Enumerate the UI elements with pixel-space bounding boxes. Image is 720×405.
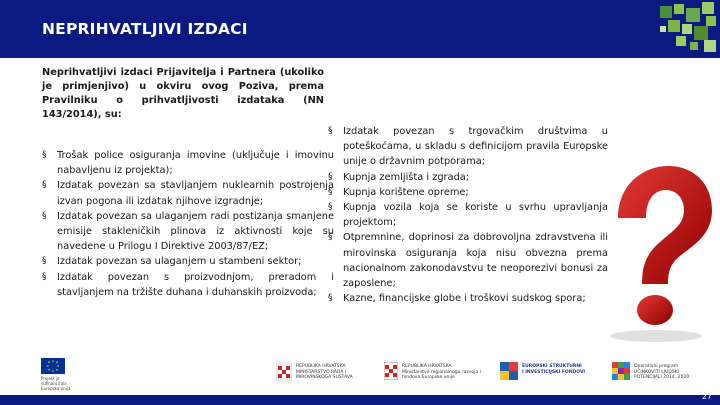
operational-programme-icon	[612, 362, 630, 380]
list-item: § Kupnja zemljišta i zgrada;	[328, 170, 608, 185]
esi-funds-icon	[500, 362, 518, 380]
decorative-squares-icon	[600, 0, 720, 58]
croatian-coat-of-arms-icon	[276, 362, 292, 382]
list-item: § Kupnja vozila koja se koriste u svrhu upravljanja projektom;	[328, 200, 608, 230]
logo-line: EUROPSKI STRUKTURNI	[522, 364, 582, 369]
footer-strip	[0, 395, 720, 405]
list-item: § Izdatak povezan sa ulaganjem u stambeni sektor;	[42, 254, 334, 269]
slide-title: NEPRIHVATLJIVI IZDACI	[42, 20, 248, 38]
list-item: § Izdatak povezan s proizvodnjom, preradom i stavljanjem na tržište duhana i duhanskih proizvoda;	[42, 270, 334, 300]
logo-line: REPUBLIKA HRVATSKA	[402, 364, 452, 369]
eu-flag-icon	[41, 358, 65, 374]
croatian-coat-of-arms-icon	[384, 362, 398, 380]
ministarstvo-regionalnog-razvoja-logo	[384, 356, 484, 390]
logo-line: REPUBLIKA HRVATSKA	[296, 364, 346, 369]
left-bullet-list	[42, 148, 334, 300]
logo-line: UČINKOVITI LJUDSKI POTENCIJALI 2014.-2020.	[634, 369, 691, 380]
list-item: § Izdatak povezan sa ulaganjem radi postizanja smanjene emisije stakleničkih plinova iz aktivnosti koje su navedene u Prilogu I Direktive 2003/87/EZ;	[42, 209, 334, 255]
footer-logos	[0, 348, 720, 405]
list-item: § Izdatak povezan sa stavljanjem nuklearnih postrojenja izvan pogona ili izdatak njihove izgradnje;	[42, 178, 334, 208]
esi-fondovi-logo	[500, 356, 595, 390]
intro-paragraph: Neprihvatljivi izdaci Prijavitelja i Partnera (ukoliko je primjenjivo) u okviru ovog Poziva, prema Pravilniku o prihvatljivosti izdataka (NN 143/2014), su:	[42, 67, 324, 120]
list-item: § Kazne, financijske globe i troškovi sudskog spora;	[328, 291, 608, 306]
list-item: § Kupnja korištene opreme;	[328, 185, 608, 200]
logo-line: Operativni program	[634, 364, 679, 369]
logo-line: Ministarstvo regionalnoga razvoja i fondova Europske unije	[402, 369, 481, 380]
ministarstvo-rada-logo	[276, 356, 368, 390]
logo-line: MINISTARSTVO RADA I MIROVINSKOGA SUSTAVA	[296, 369, 353, 380]
list-item: § Trošak police osiguranja imovine (uključuje i imovinu nabavljenu iz projekta);	[42, 148, 334, 178]
list-item: § Otpremnine, doprinosi za dobrovoljna zdravstvena ili mirovinska osiguranja koja nisu obvezna prema nacionalnom zakonodavstvu te neoporezivi bonusi za zaposlene;	[328, 230, 608, 291]
eu-caption: Projekt je sufinancirala Europska unija	[41, 376, 71, 391]
question-mark-icon	[598, 160, 714, 346]
list-item: § Izdatak povezan s trgovačkim društvima u poteškoćama, u skladu s definicijom pravila Europske unije o državnim potporama;	[328, 124, 608, 170]
logo-line: I INVESTICIJSKI FONDOVI	[522, 369, 586, 375]
operativni-program-logo	[612, 356, 708, 390]
right-bullet-list	[328, 124, 608, 306]
page-number: 27	[701, 392, 712, 401]
header-bar	[0, 0, 720, 58]
